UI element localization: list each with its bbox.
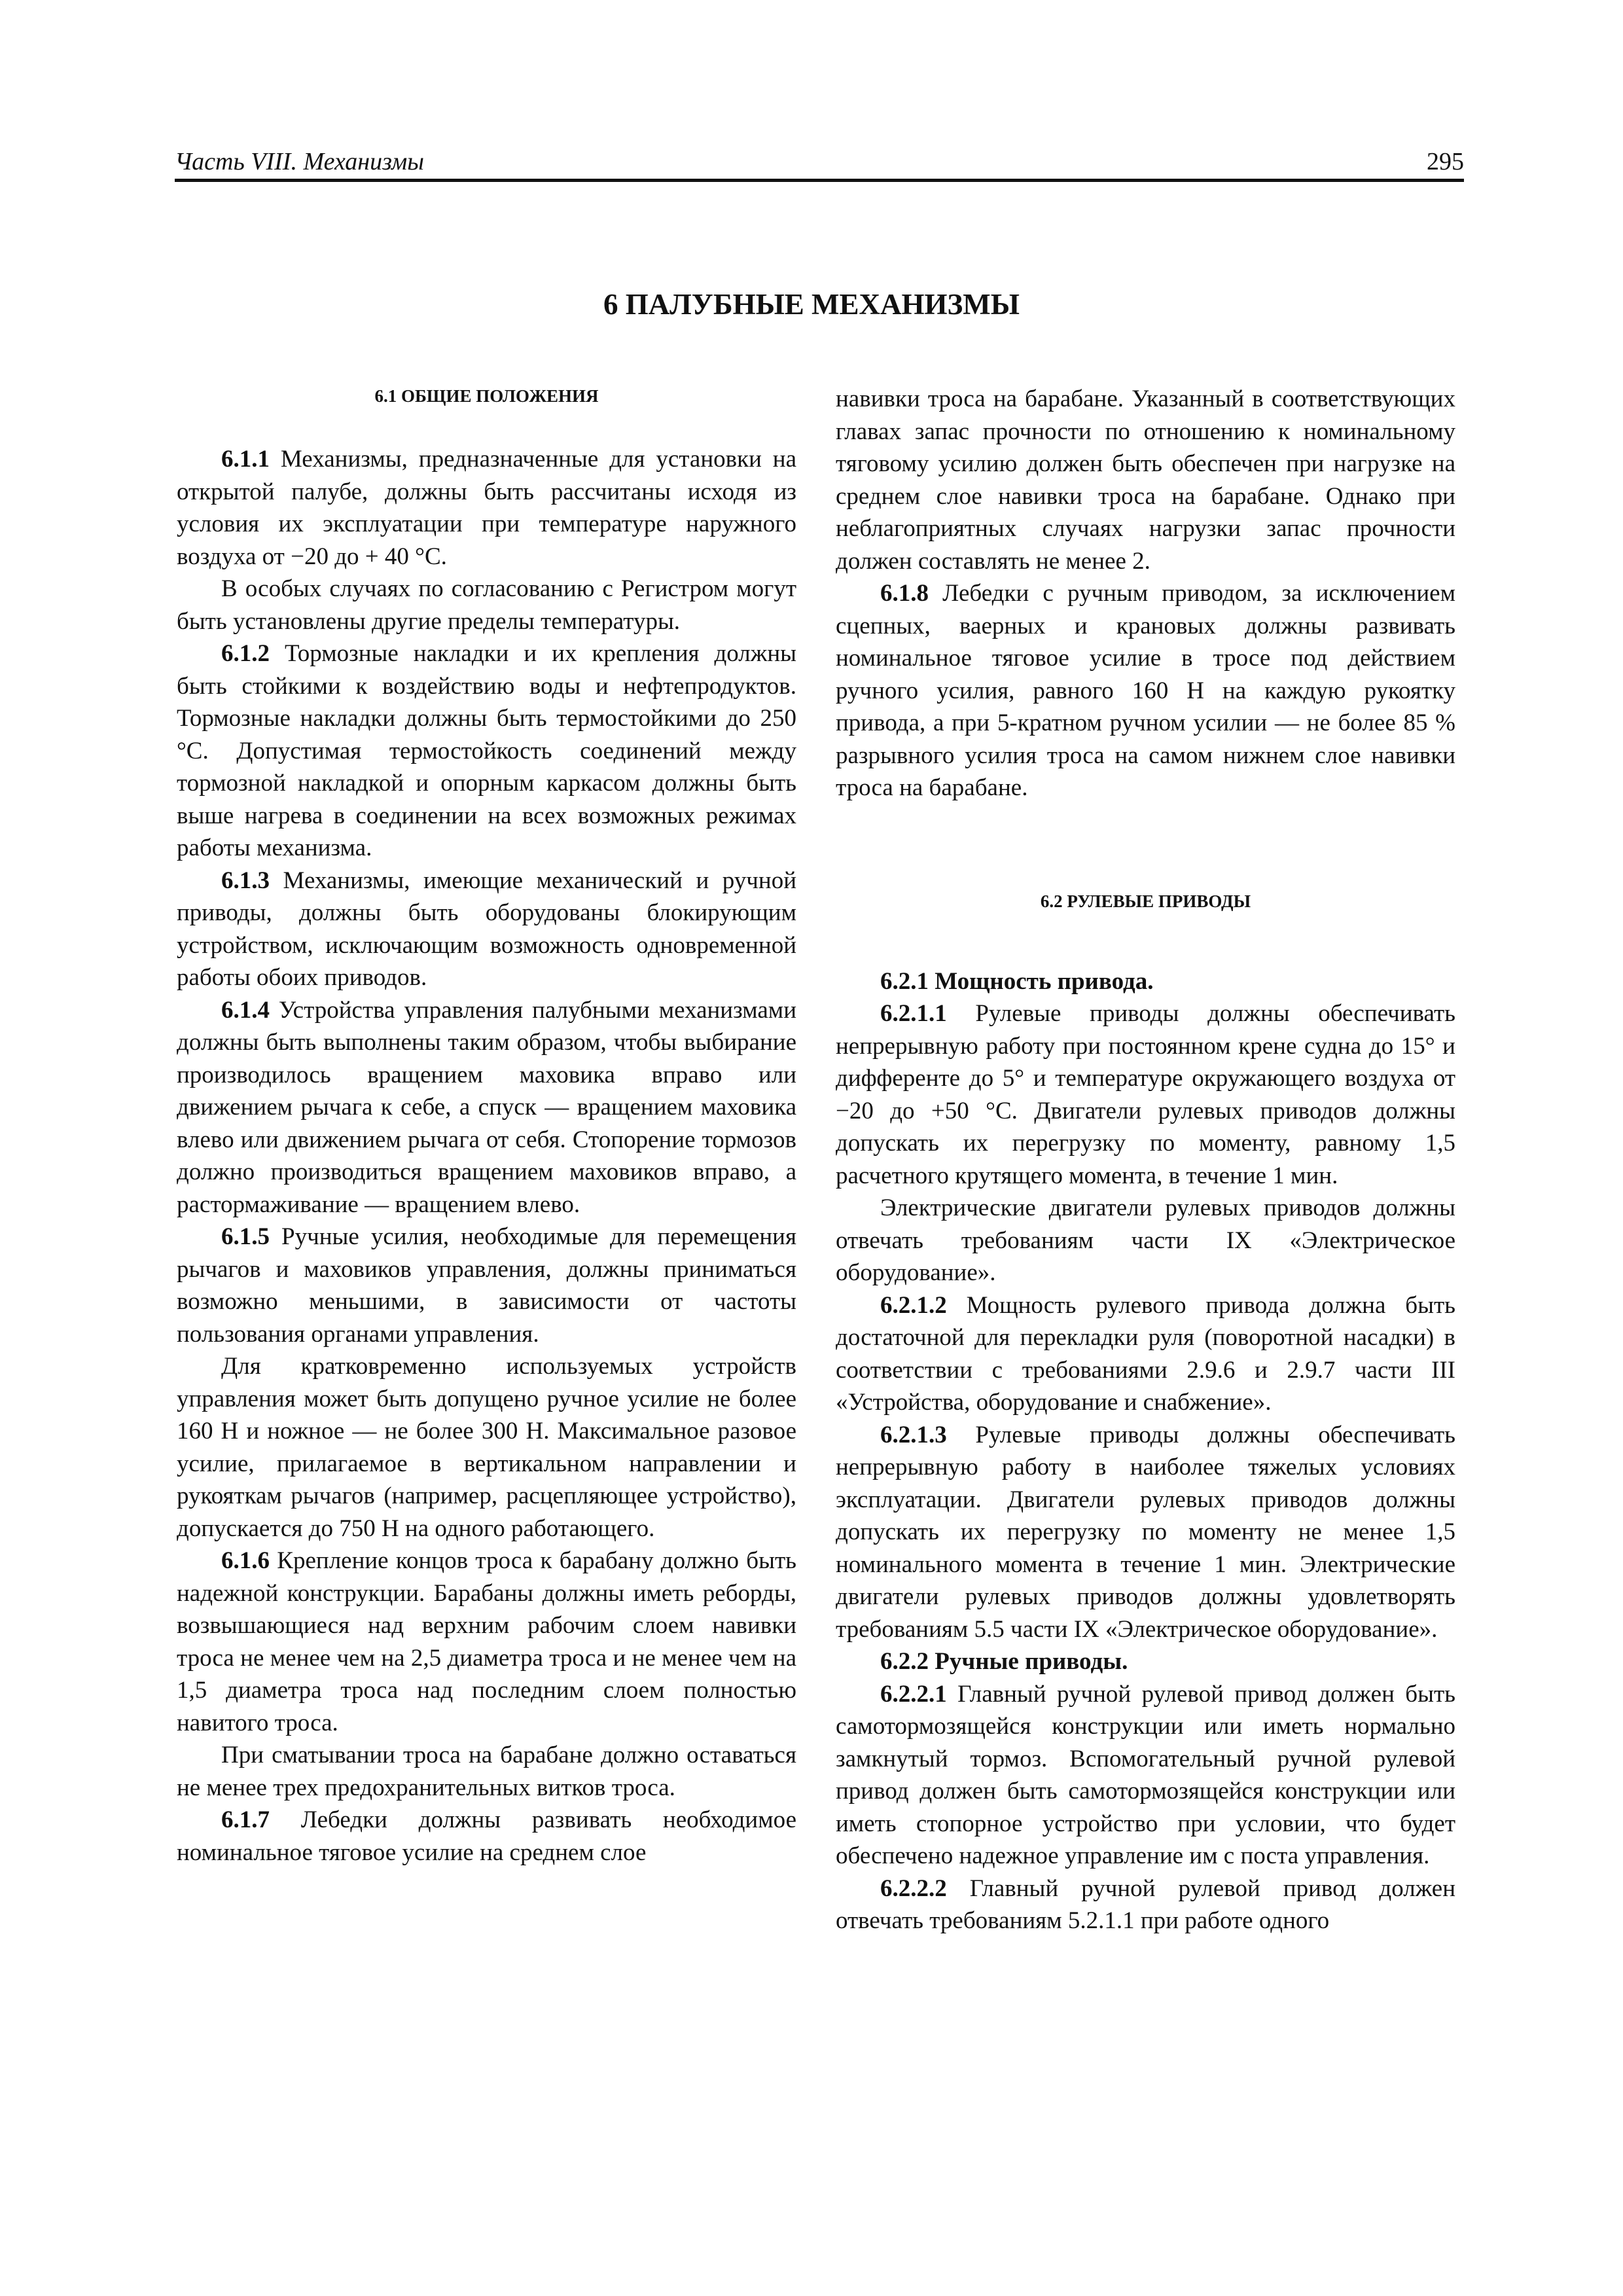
paragraph-number: 6.2.1.3 [880, 1421, 947, 1448]
paragraph-6-2-1-1 [836, 997, 1455, 1192]
paragraph-number: 6.1.6 [221, 1547, 270, 1574]
paragraph-6-2-2-1 [836, 1678, 1455, 1873]
paragraph-text: Тормозные накладки и их крепления должны быть стойкими к воздействию воды и нефтепродуктов. Тормозные накладки должны быть термостойкими до 250 °С. Допустимая термостойкость соединений между тормозной накладкой и опорным каркасом должны быть выше нагрева в соединении на всех возможных режимах работы механизма. [177, 640, 796, 861]
paragraph-text: Крепление концов троса к барабану должно быть надежной конструкции. Барабаны должны иметь реборды, возвышающиеся над верхним рабочим слоем навивки троса не менее чем на 2,5 диаметра троса и не менее чем на 1,5 диаметра троса над последним слоем полностью навитого троса. [177, 1547, 796, 1736]
paragraph-6-1-8 [836, 577, 1455, 804]
paragraph-text: Устройства управления палубными механизмами должны быть выполнены таким образом, чтобы выбирание производилось вращением маховика вправо или движением рычага к себе, а спуск — вращением маховика влево или движением рычага от себя. Стопорение тормозов должно производиться вращением маховиков вправо, а растормаживание — вращением влево. [177, 996, 796, 1218]
chapter-title: 6 ПАЛУБНЫЕ МЕХАНИЗМЫ [603, 288, 1020, 321]
paragraph-number: 6.2.2.1 [880, 1680, 947, 1708]
paragraph-6-1-5 [177, 1221, 796, 1350]
paragraph-number: 6.2.1.2 [880, 1291, 947, 1319]
paragraph-number: 6.1.7 [221, 1806, 270, 1833]
paragraph-text: Рулевые приводы должны обеспечивать непрерывную работу при постоянном крене судна до 15° и дифференте до 5° и температуре окружающего воздуха от −20 до +50 °С. Двигатели рулевых приводов должны допускать их перегрузку по моменту, равному 1,5 расчетного крутящего момента, в течение 1 мин. [836, 1000, 1456, 1189]
right-column [836, 383, 1455, 1937]
paragraph-number: 6.1.2 [221, 640, 270, 667]
paragraph-6-1-4 [177, 994, 796, 1221]
paragraph-6-1-2 [177, 637, 796, 865]
paragraph-text: Рулевые приводы должны обеспечивать непрерывную работу в наиболее тяжелых условиях эксплуатации. Двигатели рулевых приводов должны допускать их перегрузку по моменту не менее 1,5 номинального момента в течение 1 мин. Электрические двигатели рулевых приводов должны удовлетворять требованиям 5.5 части IX «Электрическое оборудование». [836, 1421, 1456, 1643]
subsection-heading-6-2-1: 6.2.1 Мощность привода. [880, 967, 1154, 995]
paragraph-6-1-7 [177, 1804, 796, 1869]
part-title: Часть VIII. Механизмы [175, 148, 425, 175]
paragraph-6-1-5-b: Для кратковременно используемых устройств управления может быть допущено ручное усилие не более 160 Н и ножное — не более 300 Н. Максимальное разовое усилие, прилагаемое в вертикальном направлении и рукояткам рычагов (например, расцепляющее устройство), допускается до 750 Н на одного работающего. [177, 1353, 796, 1542]
subsection-heading-6-2-2: 6.2.2 Ручные приводы. [880, 1648, 1128, 1675]
paragraph-6-2-1-2 [836, 1289, 1455, 1419]
paragraph-6-1-6-b: При сматывании троса на барабане должно оставаться не менее трех предохранительных витков троса. [177, 1742, 796, 1801]
paragraph-text: Мощность рулевого привода должна быть достаточной для перекладки руля (поворотной насадки) в соответствии с требованиями 2.9.6 и 2.9.7 части III «Устройства, оборудование и снабжение». [836, 1291, 1455, 1416]
paragraph-text: Ручные усилия, необходимые для перемещения рычагов и маховиков управления, должны приниматься возможно меньшими, в зависимости от частоты пользования органами управления. [177, 1223, 796, 1348]
paragraph-text: Главный ручной рулевой привод должен быть самотормозящейся конструкции или иметь нормально замкнутый тормоз. Вспомогательный ручной рулевой привод должен быть самотормозящейся конструкции или иметь стопорное устройство при условии, что будет обеспечено надежное управление им с поста управления. [836, 1680, 1455, 1869]
paragraph-6-1-7-continued: навивки троса на барабане. Указанный в соответствующих главах запас прочности по отношению к номинальному тяговому усилию должен быть обеспечен при нагрузке на среднем слое навивки троса на барабане. Однако при неблагоприятных случаях нагрузки запас прочности должен составлять не менее 2. [836, 386, 1455, 575]
paragraph-6-2-2-2 [836, 1873, 1455, 1937]
paragraph-number: 6.1.1 [221, 446, 270, 473]
left-column [177, 383, 796, 1869]
paragraph-number: 6.1.5 [221, 1223, 270, 1250]
paragraph-text: Главный ручной рулевой привод должен отвечать требованиям 5.2.1.1 при работе одного [836, 1874, 1455, 1934]
paragraph-6-2-1-3 [836, 1419, 1455, 1646]
paragraph-6-1-6 [177, 1545, 796, 1739]
header-rule [175, 179, 1464, 182]
paragraph-6-1-1 [177, 443, 796, 573]
paragraph-number: 6.1.8 [880, 580, 929, 607]
paragraph-number: 6.1.4 [221, 996, 270, 1024]
paragraph-number: 6.2.2.2 [880, 1874, 947, 1902]
paragraph-text: Механизмы, имеющие механический и ручной приводы, должны быть оборудованы блокирующим устройством, исключающим возможность одновременной работы обоих приводов. [177, 867, 796, 991]
page-number: 295 [1427, 148, 1464, 175]
paragraph-6-1-1-b: В особых случаях по согласованию с Регистром могут быть установлены другие пределы температуры. [177, 575, 796, 635]
paragraph-6-1-3 [177, 865, 796, 994]
paragraph-text: Лебедки с ручным приводом, за исключением сцепных, ваерных и крановых должны развивать номинальное тяговое усилие в тросе под действием ручного усилия, равного 160 Н на каждую рукоятку привода, а при 5-кратном ручном усилии — не более 85 % разрывного усилия троса на самом нижнем слое навивки троса на барабане. [836, 580, 1455, 801]
running-header [175, 145, 1464, 182]
paragraph-text: Лебедки должны развивать необходимое номинальное тяговое усилие на среднем слое [177, 1806, 797, 1866]
section-heading-6-1: 6.1 ОБЩИЕ ПОЛОЖЕНИЯ [374, 386, 599, 406]
paragraph-number: 6.2.1.1 [880, 1000, 947, 1027]
paragraph-6-2-1-1-b: Электрические двигатели рулевых приводов должны отвечать требованиям части IX «Электрическое оборудование». [836, 1194, 1455, 1286]
paragraph-text: Механизмы, предназначенные для установки на открытой палубе, должны быть рассчитаны исходя из условия их эксплуатации при температуре наружного воздуха от −20 до + 40 °С. [177, 446, 796, 570]
section-heading-6-2: 6.2 РУЛЕВЫЕ ПРИВОДЫ [1040, 891, 1251, 911]
paragraph-number: 6.1.3 [221, 867, 270, 894]
